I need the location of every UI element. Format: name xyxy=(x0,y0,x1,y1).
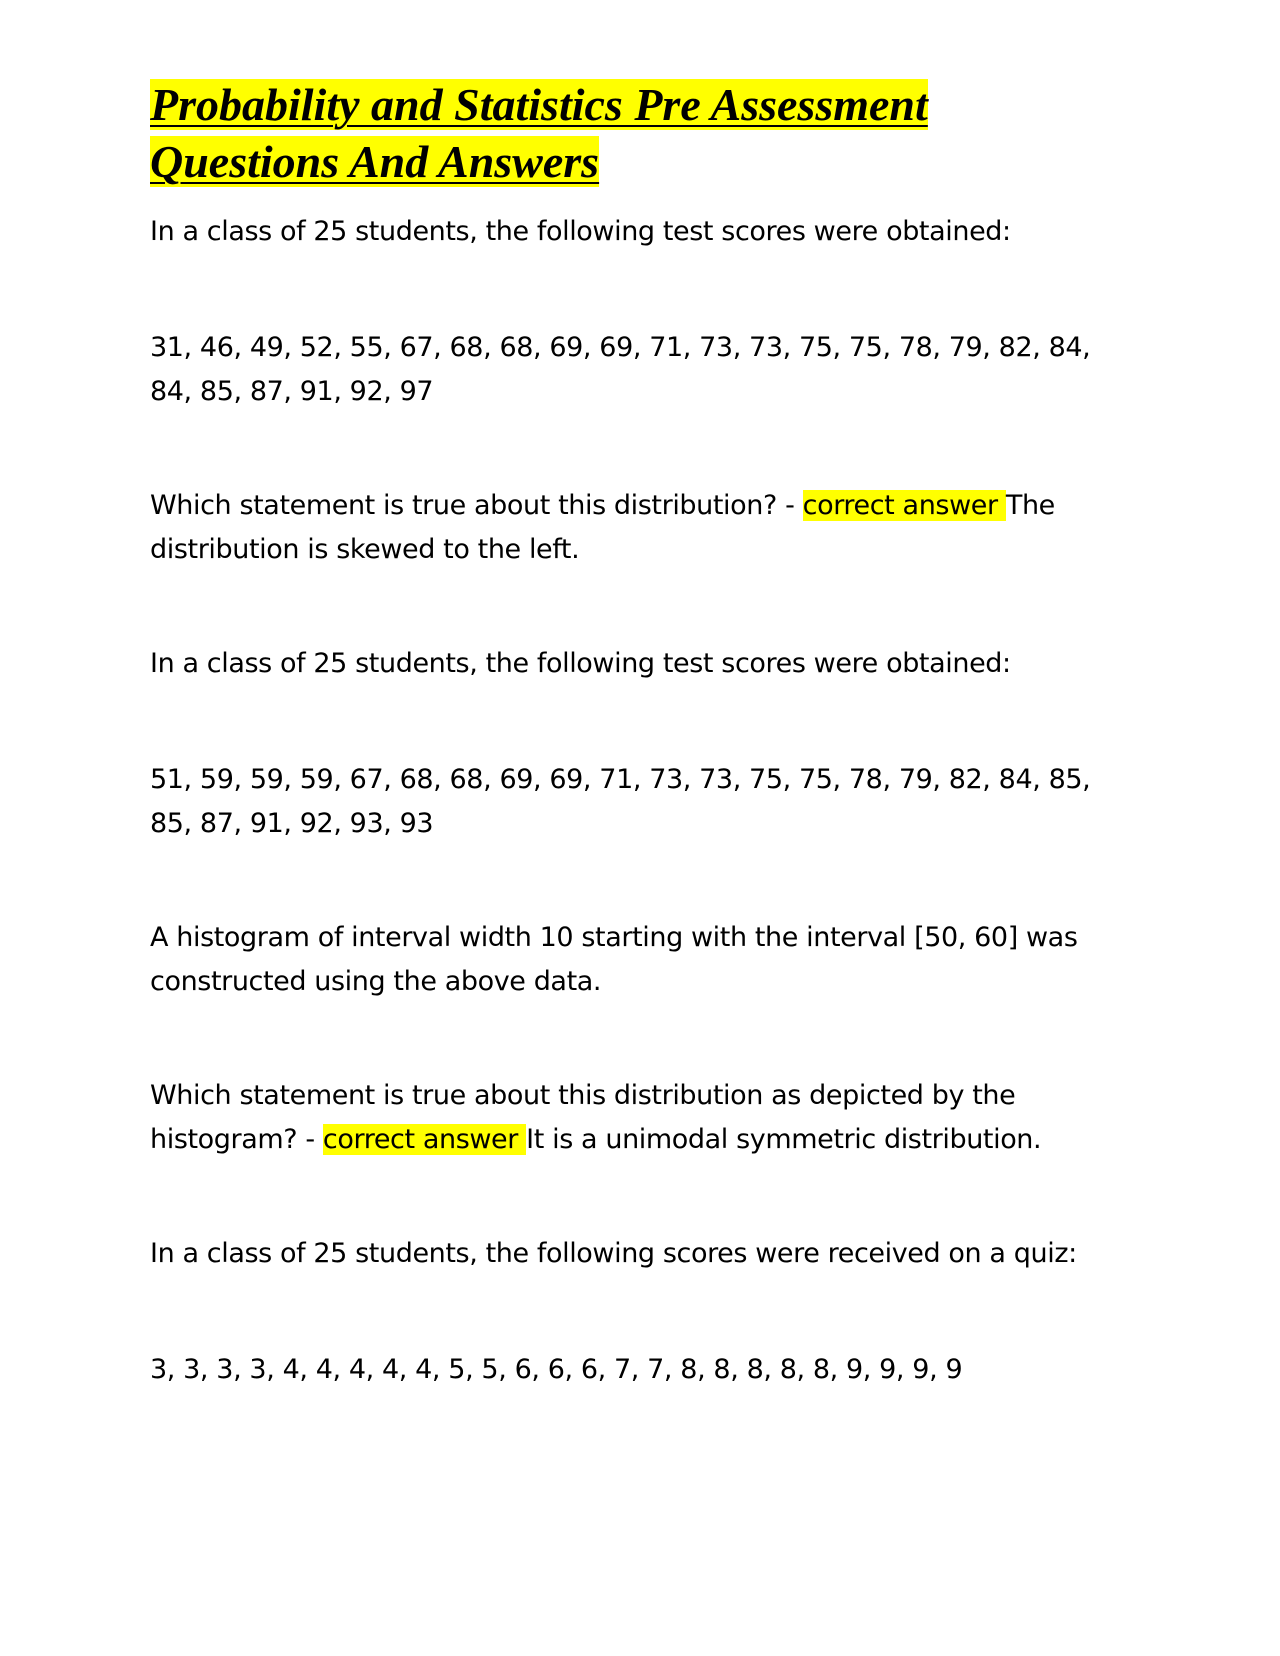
title-line-2: Questions And Answers xyxy=(150,136,600,187)
title-line-1: Probability and Statistics Pre Assessment xyxy=(150,79,928,130)
q1-answer-text: The distribution is skewed to the left. xyxy=(150,490,1055,565)
q1-question-text: Which statement is true about this distribution? - xyxy=(150,490,803,521)
q3-intro: In a class of 25 students, the following scores were received on a quiz: xyxy=(150,1238,1077,1269)
document-title xyxy=(150,76,1030,190)
q3-scores: 3, 3, 3, 3, 4, 4, 4, 4, 4, 5, 5, 6, 6, 6, 7, 7, 8, 8, 8, 8, 8, 9, 9, 9, 9 xyxy=(150,1354,963,1385)
q1-question xyxy=(150,484,1100,572)
q2-intro: In a class of 25 students, the following test scores were obtained: xyxy=(150,648,1011,679)
q1-answer-label: correct answer xyxy=(802,490,1006,521)
q1-scores: 31, 46, 49, 52, 55, 67, 68, 68, 69, 69, 71, 73, 73, 75, 75, 78, 79, 82, 84, 84, 85, 87, 91, 92, 97 xyxy=(150,332,1091,407)
q2-question xyxy=(150,1074,1100,1162)
q1-intro: In a class of 25 students, the following test scores were obtained: xyxy=(150,216,1011,247)
q2-scores: 51, 59, 59, 59, 67, 68, 68, 69, 69, 71, 73, 73, 75, 75, 78, 79, 82, 84, 85, 85, 87, 91, 92, 93, 93 xyxy=(150,764,1091,839)
q2-question-text: Which statement is true about this distribution as depicted by the histogram? - xyxy=(150,1080,1016,1155)
q2-answer-text: It is a unimodal symmetric distribution. xyxy=(526,1124,1042,1155)
q2-histogram-text: A histogram of interval width 10 starting with the interval [50, 60] was constructed using the above data. xyxy=(150,922,1078,997)
q2-answer-label: correct answer xyxy=(322,1124,527,1155)
